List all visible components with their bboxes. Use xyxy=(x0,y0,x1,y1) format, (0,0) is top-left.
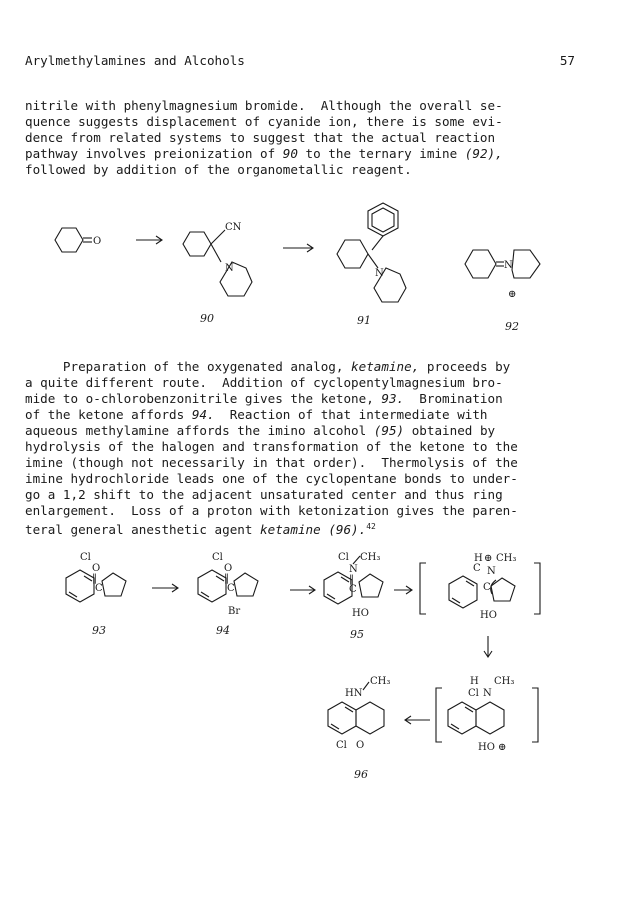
drug-name: ketamine xyxy=(260,522,321,538)
benzene-ring xyxy=(328,702,356,734)
iminium-nitrogen: N xyxy=(504,260,513,271)
hydrogen-atom: H xyxy=(470,676,479,687)
hydroxyl-group: HO xyxy=(478,742,495,753)
benzene-ring xyxy=(66,570,94,602)
benzene-ring xyxy=(324,572,352,604)
reaction-arrow xyxy=(152,584,178,592)
compound-94-structure xyxy=(198,552,258,617)
cyclohexane-ring xyxy=(476,702,504,734)
text-line: mide to o-chlorobenzonitrile gives the ketone, 93. Bromination xyxy=(25,391,503,406)
positive-charge: ⊕ xyxy=(508,289,517,300)
compound-number: 95 xyxy=(350,628,364,641)
methyl-group: CH₃ xyxy=(360,552,381,563)
compound-number: 90 xyxy=(200,312,214,325)
carbonyl-carbon: C xyxy=(95,583,103,594)
chlorine-atom: Cl xyxy=(468,688,479,699)
cyclopentane-ring xyxy=(359,574,383,597)
nitrogen-atom: N xyxy=(483,688,492,699)
positive-charge: ⊕ xyxy=(484,553,493,564)
ketamine-96-structure xyxy=(328,676,390,751)
hydroxyl-group: HO xyxy=(352,608,369,619)
bracket-left xyxy=(420,563,426,614)
benzene-ring xyxy=(448,702,476,734)
positive-charge: ⊕ xyxy=(498,742,507,753)
running-title: Arylmethylamines and Alcohols xyxy=(25,53,245,68)
text-line: aqueous methylamine affords the imino alcohol (95) obtained by xyxy=(25,423,496,438)
text-line: pathway involves preionization of 90 to the ternary imine (92), xyxy=(25,146,503,161)
methyl-group: CH₃ xyxy=(496,553,517,564)
ring-expanded-intermediate-structure xyxy=(436,676,538,753)
compound-number: 94 xyxy=(216,624,230,637)
chlorine-atom: Cl xyxy=(338,552,349,563)
reaction-arrow-down xyxy=(484,636,492,657)
hydrogen-atom: H xyxy=(474,553,483,564)
cyclopentane-ring xyxy=(234,573,258,596)
reaction-arrow xyxy=(290,586,315,594)
compound-ref: (92), xyxy=(464,146,503,161)
reaction-arrow-left xyxy=(405,716,430,724)
compound-ref: 90 xyxy=(282,146,298,161)
bromine-atom: Br xyxy=(228,606,241,617)
compound-number: 96 xyxy=(354,768,368,781)
nitrogen-atom: N xyxy=(487,566,496,577)
carbonyl-carbon: C xyxy=(227,583,235,594)
compound-number: 91 xyxy=(357,314,371,327)
compound-ref: (95) xyxy=(373,423,405,438)
text-line: enlargement. Loss of a proton with ketonization gives the paren- xyxy=(25,503,518,518)
double-bond: ‖ xyxy=(224,573,229,584)
text-line: followed by addition of the organometallic reagent. xyxy=(25,162,412,177)
text-line: imine hydrochloride leads one of the cyclopentane bonds to under- xyxy=(25,471,518,486)
bracket-right xyxy=(534,563,540,614)
chlorine-atom: C xyxy=(473,563,481,574)
nitrogen-atom: N xyxy=(375,268,384,279)
double-bond: ‖ xyxy=(349,574,354,585)
text-line: dence from related systems to suggest that the actual reaction xyxy=(25,130,496,145)
text-line: nitrile with phenylmagnesium bromide. Although the overall se- xyxy=(25,98,503,113)
page-number: 57 xyxy=(559,53,575,68)
text-line: imine (though not necessarily in that order). Thermolysis of the xyxy=(25,455,518,470)
nitrogen-atom: N xyxy=(225,263,234,274)
carbon-atom: C xyxy=(483,582,491,593)
oxygen-atom: O xyxy=(92,563,101,574)
double-bond: ‖ xyxy=(92,573,97,584)
oxygen-atom: O xyxy=(224,563,233,574)
benzene-ring xyxy=(198,570,226,602)
bracket-left xyxy=(436,688,442,742)
compound-number: 92 xyxy=(505,320,519,333)
iminium-intermediate-structure xyxy=(420,553,540,621)
cyclohexanone-ring xyxy=(356,702,384,734)
text-line: Preparation of the oxygenated analog, ketamine, proceeds by xyxy=(25,359,511,374)
methyl-group: CH₃ xyxy=(494,676,515,687)
nitrogen-atom: N xyxy=(349,564,358,575)
oxygen-atom: O xyxy=(93,236,102,247)
text-line: go a 1,2 shift to the adjacent unsaturated center and thus ring xyxy=(25,487,503,502)
compound-93-structure xyxy=(66,552,126,602)
text-line: a quite different route. Addition of cyclopentylmagnesium bro- xyxy=(25,375,503,390)
nitrile-group: CN xyxy=(225,222,242,233)
hydroxyl-group: HO xyxy=(480,610,497,621)
compound-ref: 93. xyxy=(381,391,405,406)
footnote-ref: 42 xyxy=(366,522,376,531)
benzene-ring xyxy=(449,576,477,608)
chlorine-atom: Cl xyxy=(212,552,223,563)
text-line: quence suggests displacement of cyanide ion, there is some evi- xyxy=(25,114,503,129)
text-line: hydrolysis of the halogen and transformation of the ketone to the xyxy=(25,439,518,454)
amine-group: HN xyxy=(345,688,363,699)
cyclopentane-ring xyxy=(102,573,126,596)
drug-name: ketamine, xyxy=(351,359,420,374)
chlorine-atom: Cl xyxy=(80,552,91,563)
compound-95-structure xyxy=(324,552,383,619)
compound-ref: 94. xyxy=(191,407,215,422)
compound-number: 93 xyxy=(92,624,106,637)
text-line: teral general anesthetic agent ketamine (96).$^{42}$ xyxy=(25,522,376,538)
reaction-arrow xyxy=(394,586,412,594)
chlorine-atom: Cl xyxy=(336,740,347,751)
bracket-right xyxy=(532,688,538,742)
methyl-group: CH₃ xyxy=(370,676,391,687)
compound-ref: (96). xyxy=(328,522,367,538)
text-line: of the ketone affords 94. Reaction of that intermediate with xyxy=(25,407,488,422)
imine-carbon: C xyxy=(349,584,357,595)
oxygen-atom: O xyxy=(356,740,365,751)
